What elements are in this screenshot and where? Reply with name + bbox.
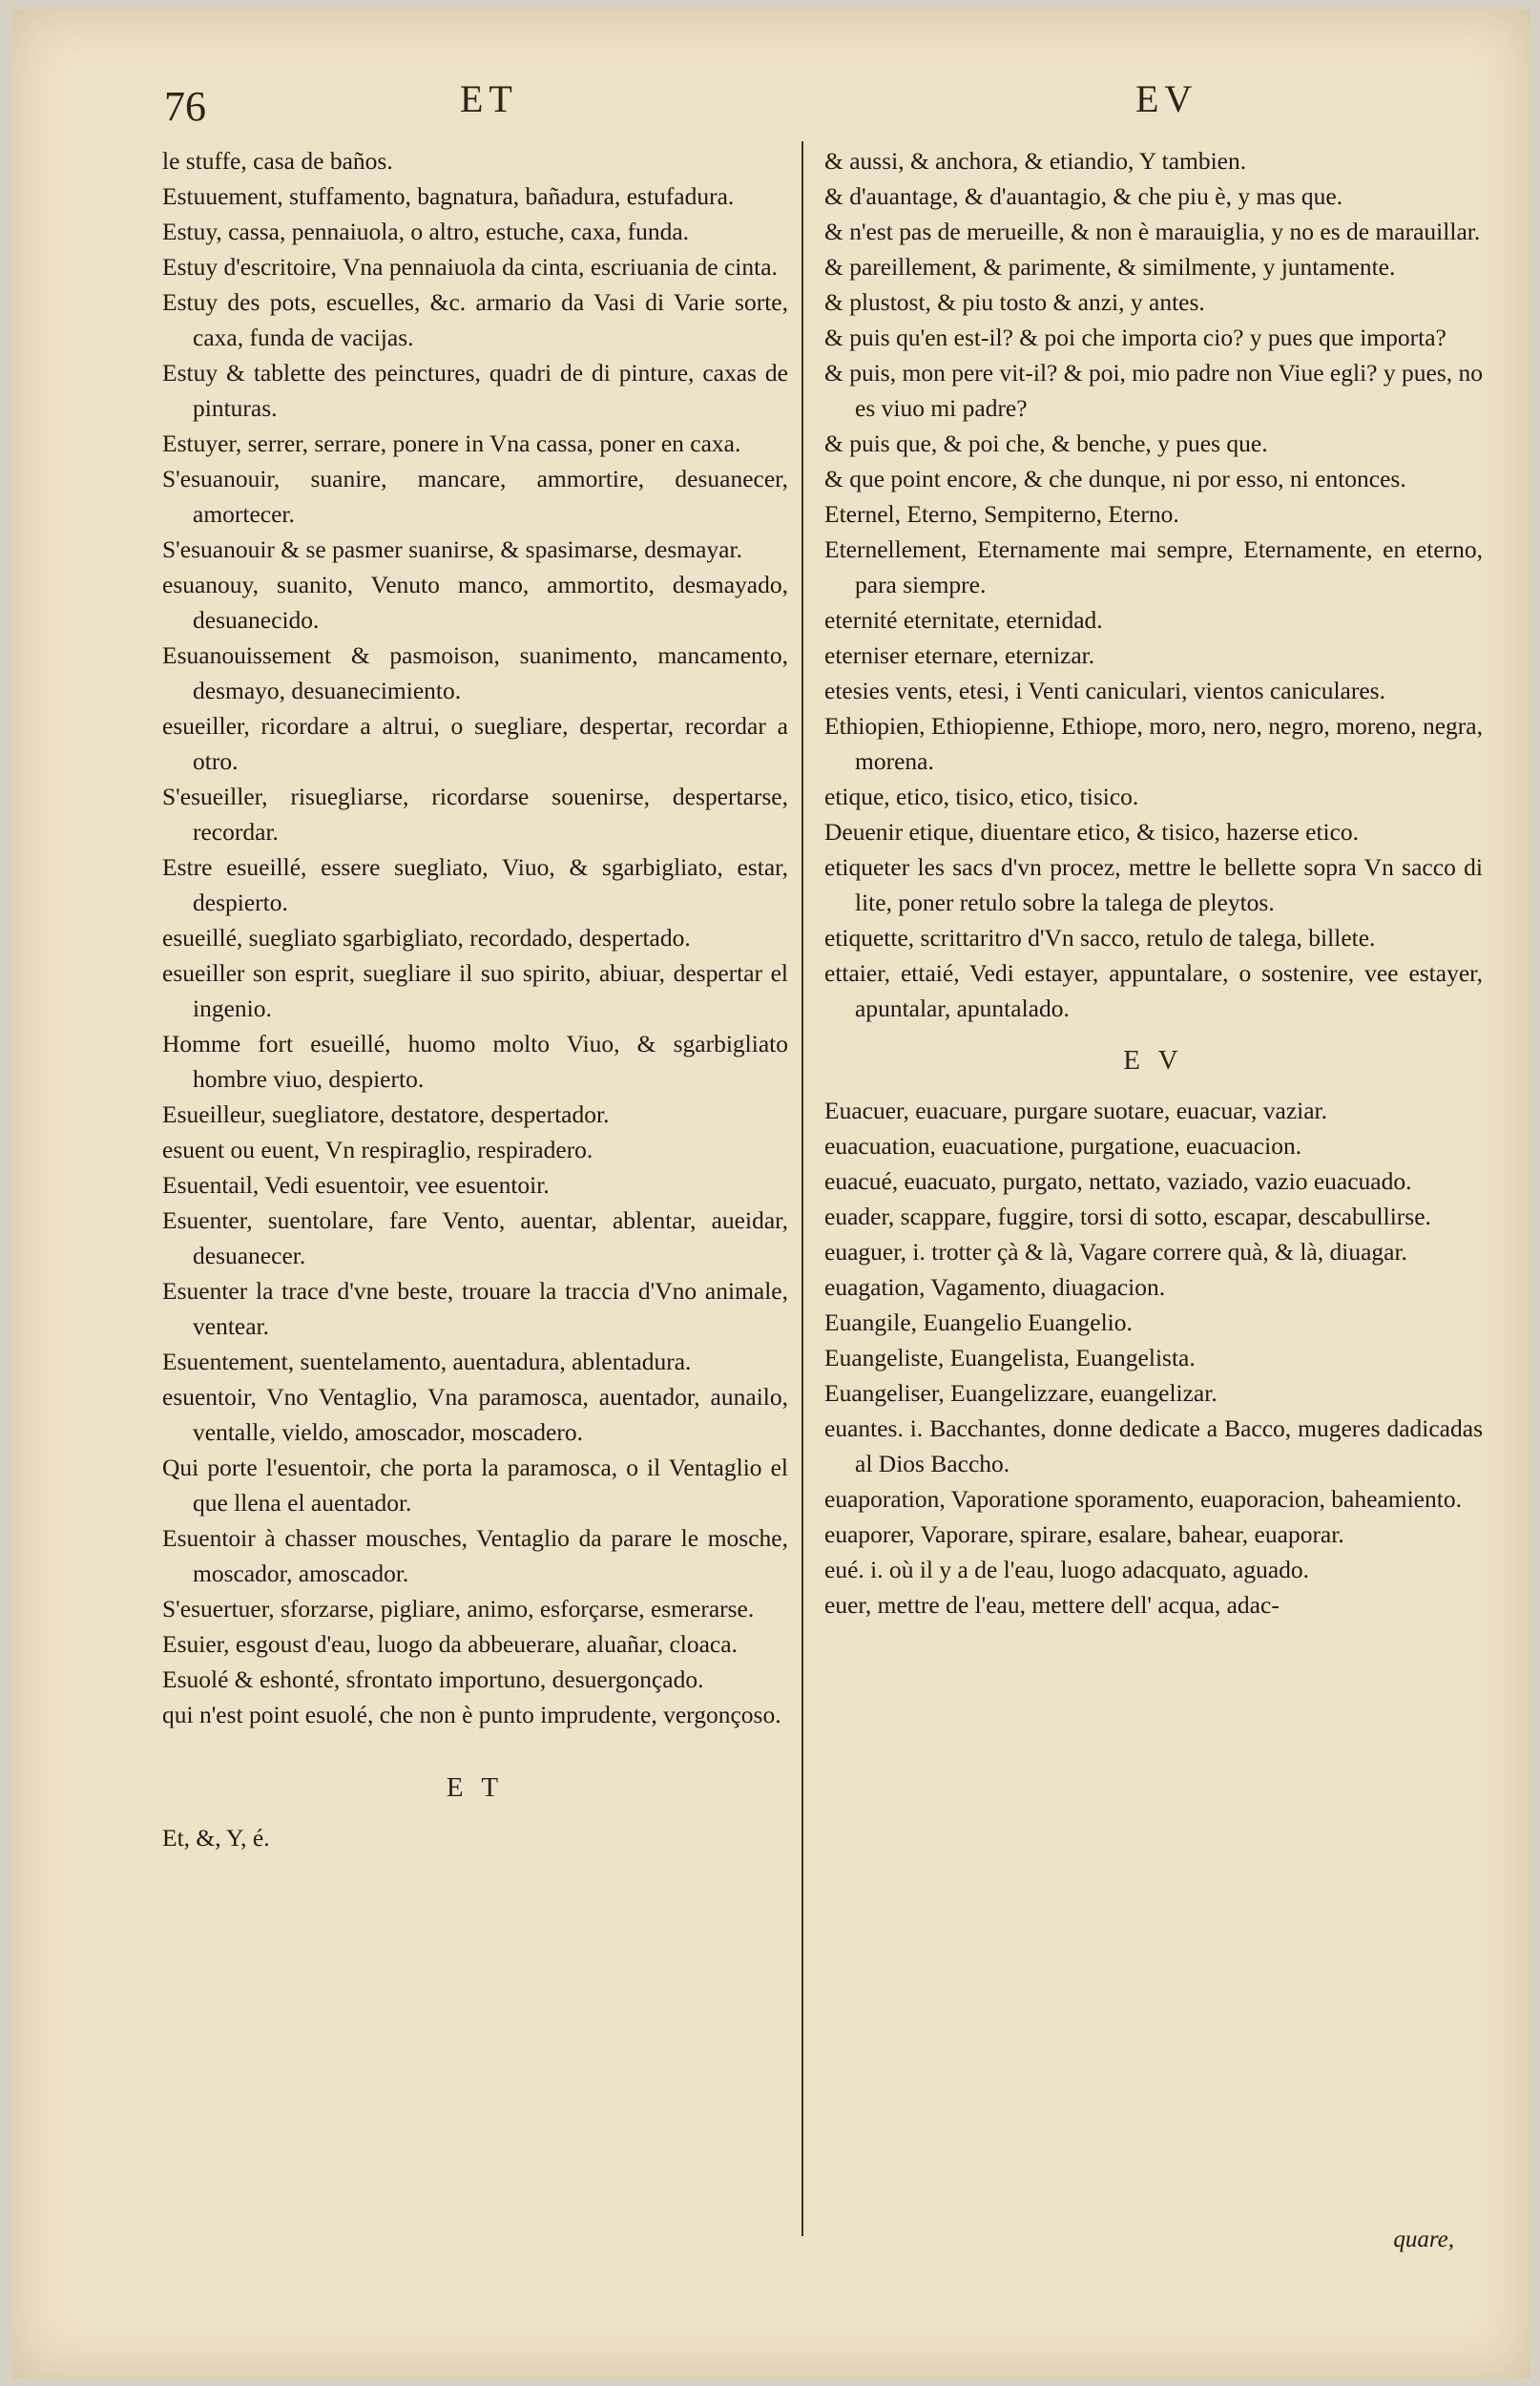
dictionary-entry: euaporer, Vaporare, spirare, esalare, bahear, euaporar.	[824, 1520, 1344, 1548]
dictionary-entry: & n'est pas de merueille, & non è marauiglia, y no es de marauillar.	[824, 218, 1481, 245]
dictionary-entry: Euangeliser, Euangelizzare, euangelizar.	[824, 1379, 1217, 1407]
dictionary-entry: euaguer, i. trotter çà & là, Vagare correre quà, & là, diuagar.	[824, 1238, 1407, 1266]
dictionary-entry: Homme fort esueillé, huomo molto Viuo, & sgarbigliato hombre viuo, despierto.	[162, 1030, 788, 1093]
dictionary-entry: Euangeliste, Euangelista, Euangelista.	[824, 1344, 1196, 1371]
dictionary-entry: Ethiopien, Ethiopienne, Ethiope, moro, nero, negro, moreno, negra, morena.	[824, 712, 1483, 775]
dictionary-entry: & aussi, & anchora, & etiandio, Y tambien.	[824, 147, 1247, 175]
dictionary-entry: eué. i. où il y a de l'eau, luogo adacquato, aguado.	[824, 1556, 1310, 1583]
dictionary-entry: Eternel, Eterno, Sempiterno, Eterno.	[824, 500, 1179, 528]
right-column-header: EV	[1135, 77, 1198, 120]
right-column	[824, 143, 1483, 1622]
dictionary-entry: Esuenter, suentolare, fare Vento, auentar, ablentar, aueidar, desuanecer.	[162, 1206, 788, 1269]
dictionary-entry: Euangile, Euangelio Euangelio.	[824, 1308, 1133, 1336]
dictionary-entry: esueiller, ricordare a altrui, o suegliare, despertar, recordar a otro.	[162, 712, 788, 775]
dictionary-entry: Deuenir etique, diuentare etico, & tisico, hazerse etico.	[824, 818, 1360, 846]
dictionary-entry: le stuffe, casa de baños.	[162, 147, 393, 175]
dictionary-entry: Euacuer, euacuare, purgare suotare, euacuar, vaziar.	[824, 1097, 1327, 1124]
right-entries	[824, 143, 1483, 1026]
dictionary-entry: Esuanouissement & pasmoison, suanimento, mancamento, desmayo, desuanecimiento.	[162, 641, 788, 704]
book-page	[11, 10, 1530, 2378]
dictionary-entry: Esuenter la trace d'vne beste, trouare la traccia d'Vno animale, ventear.	[162, 1277, 788, 1340]
dictionary-entry: euantes. i. Bacchantes, donne dedicate a Bacco, mugeres dadicadas al Dios Baccho.	[824, 1414, 1483, 1477]
dictionary-entry: Esuolé & eshonté, sfrontato importuno, desuergonçado.	[162, 1665, 704, 1693]
section-heading-et: E T	[446, 1772, 505, 1803]
dictionary-entry: eternité eternitate, eternidad.	[824, 606, 1103, 634]
dictionary-entry: Estre esueillé, essere suegliato, Viuo, & sgarbigliato, estar, despierto.	[162, 853, 788, 916]
dictionary-entry: & d'auantage, & d'auantagio, & che piu è, y mas que.	[824, 182, 1343, 210]
right-after-section	[824, 1093, 1483, 1622]
dictionary-entry: Estuy & tablette des peinctures, quadri de di pinture, caxas de pinturas.	[162, 359, 788, 422]
dictionary-entry: esueillé, suegliato sgarbigliato, recordado, despertado.	[162, 924, 691, 952]
dictionary-entry: esueiller son esprit, suegliare il suo spirito, abiuar, despertar el ingenio.	[162, 959, 788, 1022]
dictionary-entry: Eternellement, Eternamente mai sempre, Eternamente, en eterno, para siempre.	[824, 535, 1483, 598]
dictionary-entry: Estuy d'escritoire, Vna pennaiuola da cinta, escriuania de cinta.	[162, 253, 778, 281]
dictionary-entry: S'esuanouir & se pasmer suanirse, & spasimarse, desmayar.	[162, 535, 742, 563]
left-column	[162, 143, 788, 1855]
dictionary-entry: euader, scappare, fuggire, torsi di sotto, escapar, descabullirse.	[824, 1203, 1431, 1230]
dictionary-entry: etique, etico, tisico, etico, tisico.	[824, 783, 1139, 810]
dictionary-entry: Estuyer, serrer, serrare, ponere in Vna cassa, poner en caxa.	[162, 429, 741, 457]
dictionary-entry: & puis, mon pere vit-il? & poi, mio padre non Viue egli? y pues, no es viuo mi padre?	[824, 359, 1483, 422]
dictionary-entry: qui n'est point esuolé, che non è punto imprudente, vergonçoso.	[162, 1701, 781, 1728]
dictionary-entry: esuent ou euent, Vn respiraglio, respiradero.	[162, 1136, 593, 1163]
dictionary-entry: euagation, Vagamento, diuagacion.	[824, 1273, 1166, 1301]
left-column-header: ET	[460, 77, 518, 120]
dictionary-entry: Qui porte l'esuentoir, che porta la paramosca, o il Ventaglio el que llena el auentador.	[162, 1454, 788, 1517]
dictionary-entry: esuentoir, Vno Ventaglio, Vna paramosca, auentador, aunailo, ventalle, vieldo, amoscador, moscadero.	[162, 1383, 788, 1446]
dictionary-entry: Esueilleur, suegliatore, destatore, despertador.	[162, 1100, 610, 1128]
dictionary-entry: etiquette, scrittaritro d'Vn sacco, retulo de talega, billete.	[824, 924, 1376, 952]
dictionary-entry: etesies vents, etesi, i Venti caniculari, vientos caniculares.	[824, 677, 1385, 704]
dictionary-entry: euacuation, euacuatione, purgatione, euacuacion.	[824, 1132, 1302, 1160]
dictionary-entry: S'esueiller, risuegliarse, ricordarse souenirse, despertarse, recordar.	[162, 783, 788, 846]
dictionary-entry: euaporation, Vaporatione sporamento, euaporacion, baheamiento.	[824, 1485, 1462, 1513]
dictionary-entry: & que point encore, & che dunque, ni por esso, ni entonces.	[824, 465, 1406, 492]
dictionary-entry: euacué, euacuato, purgato, nettato, vaziado, vazio euacuado.	[824, 1167, 1412, 1195]
dictionary-entry: Et, &, Y, é.	[162, 1824, 270, 1852]
dictionary-entry: Estuuement, stuffamento, bagnatura, bañadura, estufadura.	[162, 182, 735, 210]
section-heading-ev: E V	[1123, 1045, 1184, 1076]
left-after-section	[162, 1820, 788, 1855]
dictionary-entry: Estuy, cassa, pennaiuola, o altro, estuche, caxa, funda.	[162, 218, 690, 245]
dictionary-entry: Esuentail, Vedi esuentoir, vee esuentoir.	[162, 1171, 550, 1199]
dictionary-entry: & puis que, & poi che, & benche, y pues que.	[824, 429, 1268, 457]
dictionary-entry: Esuentoir à chasser mousches, Ventaglio da parare le mosche, moscador, amoscador.	[162, 1524, 788, 1587]
dictionary-entry: Estuy des pots, escuelles, &c. armario da Vasi di Varie sorte, caxa, funda de vacijas.	[162, 288, 788, 351]
page-number: 76	[164, 83, 206, 130]
dictionary-entry: etiqueter les sacs d'vn procez, mettre le bellette sopra Vn sacco di lite, poner retulo sobre la talega de pleytos.	[824, 853, 1483, 916]
catchword: quare,	[1393, 2227, 1454, 2252]
dictionary-entry: S'esuanouir, suanire, mancare, ammortire, desuanecer, amortecer.	[162, 465, 788, 528]
dictionary-entry: esuanouy, suanito, Venuto manco, ammortito, desmayado, desuanecido.	[162, 571, 788, 634]
dictionary-entry: ettaier, ettaié, Vedi estayer, appuntalare, o sostenire, vee estayer, apuntalar, apuntalado.	[824, 959, 1483, 1022]
dictionary-entry: Esuentement, suentelamento, auentadura, ablentadura.	[162, 1348, 692, 1375]
dictionary-entry: & plustost, & piu tosto & anzi, y antes.	[824, 288, 1205, 316]
left-entries	[162, 143, 788, 1732]
column-divider	[801, 141, 803, 2236]
dictionary-entry: eterniser eternare, eternizar.	[824, 641, 1095, 669]
dictionary-entry: & puis qu'en est-il? & poi che importa cio? y pues que importa?	[824, 324, 1446, 351]
dictionary-entry: & pareillement, & parimente, & similmente, y juntamente.	[824, 253, 1396, 281]
dictionary-entry: S'esuertuer, sforzarse, pigliare, animo, esforçarse, esmerarse.	[162, 1595, 755, 1622]
dictionary-entry: Esuier, esgoust d'eau, luogo da abbeuerare, aluañar, cloaca.	[162, 1630, 738, 1658]
dictionary-entry: euer, mettre de l'eau, mettere dell' acqua, adac-	[824, 1591, 1280, 1619]
